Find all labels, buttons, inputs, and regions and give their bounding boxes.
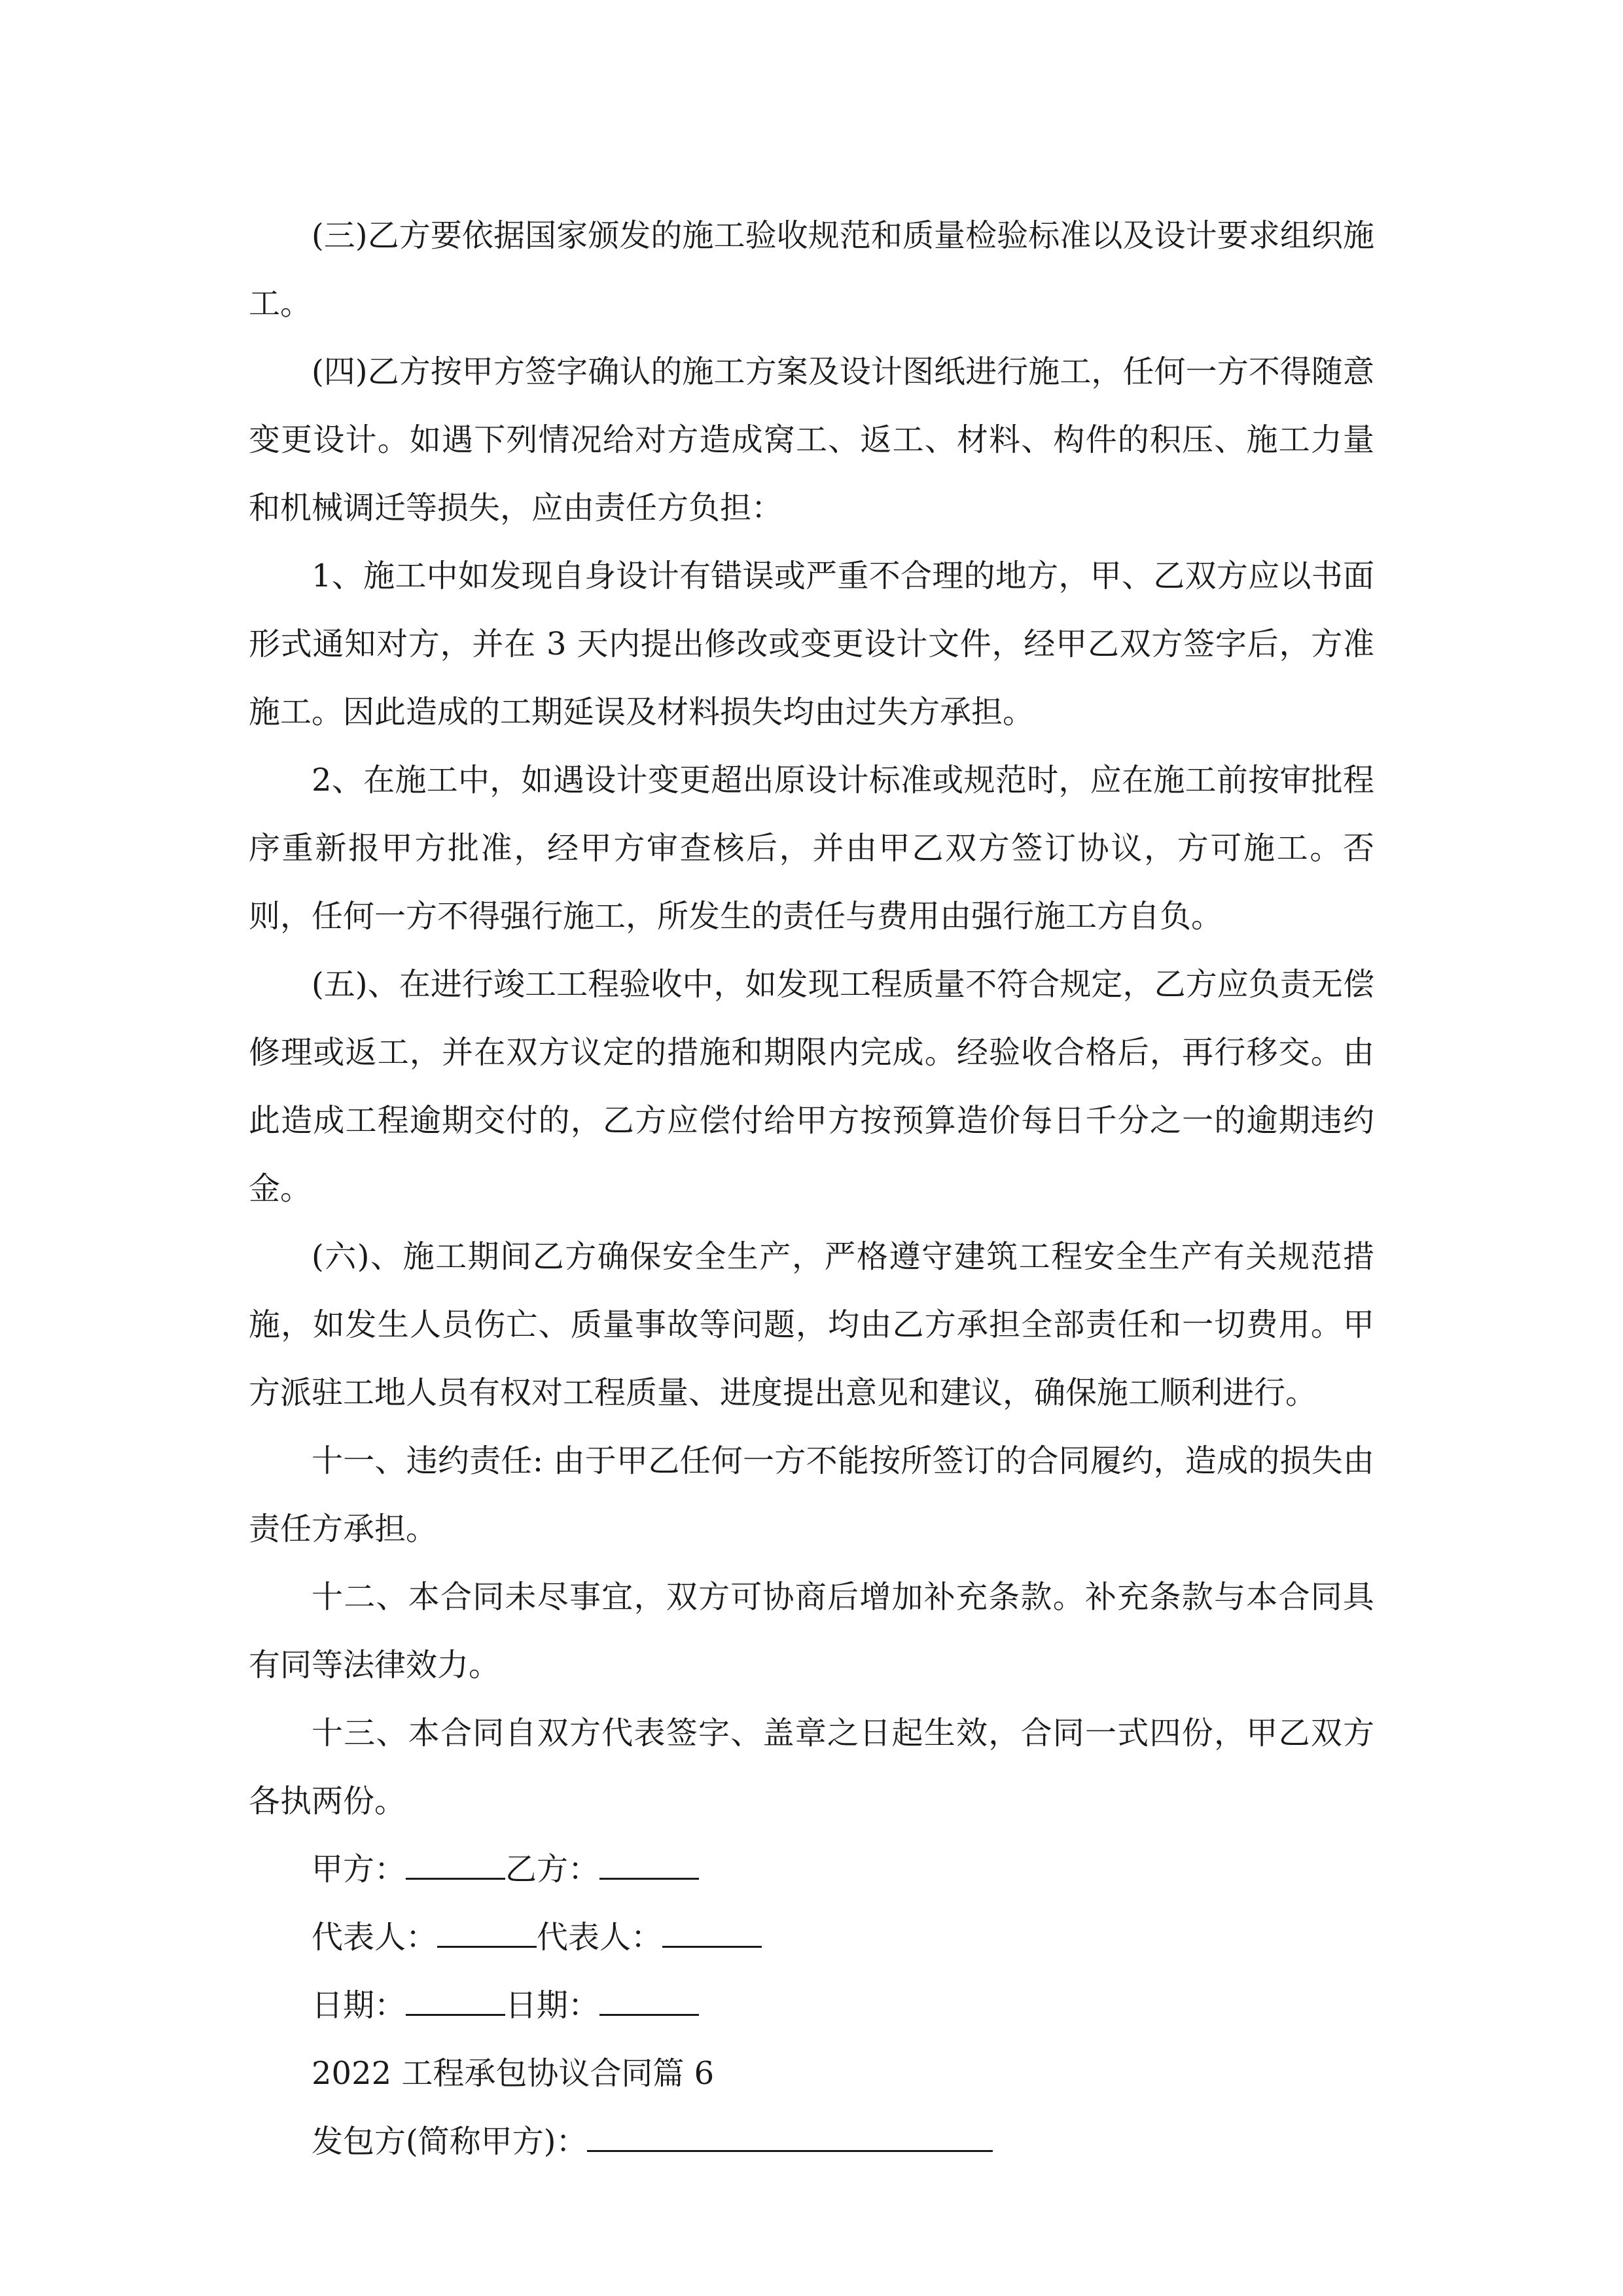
date-a-label: 日期：	[312, 1987, 406, 2024]
contract-body	[249, 202, 1374, 2176]
article-11-breach: 十一、违约责任: 由于甲乙任何一方不能按所签订的合同履约，造成的损失由责任方承担。	[249, 1443, 1374, 1547]
article-13-effective: 十三、本合同自双方代表签字、盖章之日起生效，合同一式四份，甲乙双方各执两份。	[249, 1715, 1374, 1820]
employer-line	[249, 2108, 1374, 2176]
rep-a-label: 代表人：	[312, 1919, 438, 1956]
clause-6-safety: (六)、施工期间乙方确保安全生产，严格遵守建筑工程安全生产有关规范措施，如发生人员伤亡、质量事故等问题，均由乙方承担全部责任和一切费用。甲方派驻工地人员有权对工程质量、进度提出意见和建议，确保施工顺利进行。	[249, 1238, 1374, 1411]
date-a-blank[interactable]	[406, 1984, 505, 2016]
party-b-blank[interactable]	[599, 1848, 699, 1880]
date-b-blank[interactable]	[599, 1984, 699, 2016]
date-b-label: 日期：	[505, 1987, 600, 2024]
clause-4-design-changes: (四)乙方按甲方签字确认的施工方案及设计图纸进行施工，任何一方不得随意变更设计。如遇下列情况给对方造成窝工、返工、材料、构件的积压、施工力量和机械调迁等损失，应由责任方负担：	[249, 353, 1374, 526]
employer-blank[interactable]	[587, 2120, 993, 2152]
party-a-blank[interactable]	[406, 1848, 505, 1880]
clause-5-acceptance: (五)、在进行竣工工程验收中，如发现工程质量不符合规定，乙方应负责无偿修理或返工，并在双方议定的措施和期限内完成。经验收合格后，再行移交。由此造成工程逾期交付的，乙方应偿付给甲方按预算造价每日千分之一的逾期违约金。	[249, 966, 1374, 1207]
rep-b-blank[interactable]	[662, 1916, 762, 1948]
clause-3-construction-standards: (三)乙方要依据国家颁发的施工验收规范和质量检验标准以及设计要求组织施工。	[249, 217, 1374, 322]
clause-4-item-1: 1、施工中如发现自身设计有错误或严重不合理的地方，甲、乙双方应以书面形式通知对方，并在 3 天内提出修改或变更设计文件，经甲乙双方签字后，方准施工。因此造成的工期延误及材料损失均由过失方承担。	[249, 558, 1374, 730]
signature-dates-line	[249, 1971, 1374, 2039]
rep-b-label: 代表人：	[537, 1919, 663, 1956]
party-a-label: 甲方：	[312, 1851, 406, 1888]
employer-label: 发包方(简称甲方)：	[312, 2123, 588, 2160]
signature-parties-line	[249, 1835, 1374, 1903]
rep-a-blank[interactable]	[437, 1916, 537, 1948]
signature-representatives-line	[249, 1903, 1374, 1971]
next-contract-title: 2022 工程承包协议合同篇 6	[312, 2055, 715, 2092]
clause-4-item-2: 2、在施工中，如遇设计变更超出原设计标准或规范时，应在施工前按审批程序重新报甲方批准，经甲方审查核后，并由甲乙双方签订协议，方可施工。否则，任何一方不得强行施工，所发生的责任与费用由强行施工方自负。	[249, 762, 1374, 935]
article-12-supplement: 十二、本合同未尽事宜，双方可协商后增加补充条款。补充条款与本合同具有同等法律效力。	[249, 1579, 1374, 1683]
party-b-label: 乙方：	[505, 1851, 600, 1888]
